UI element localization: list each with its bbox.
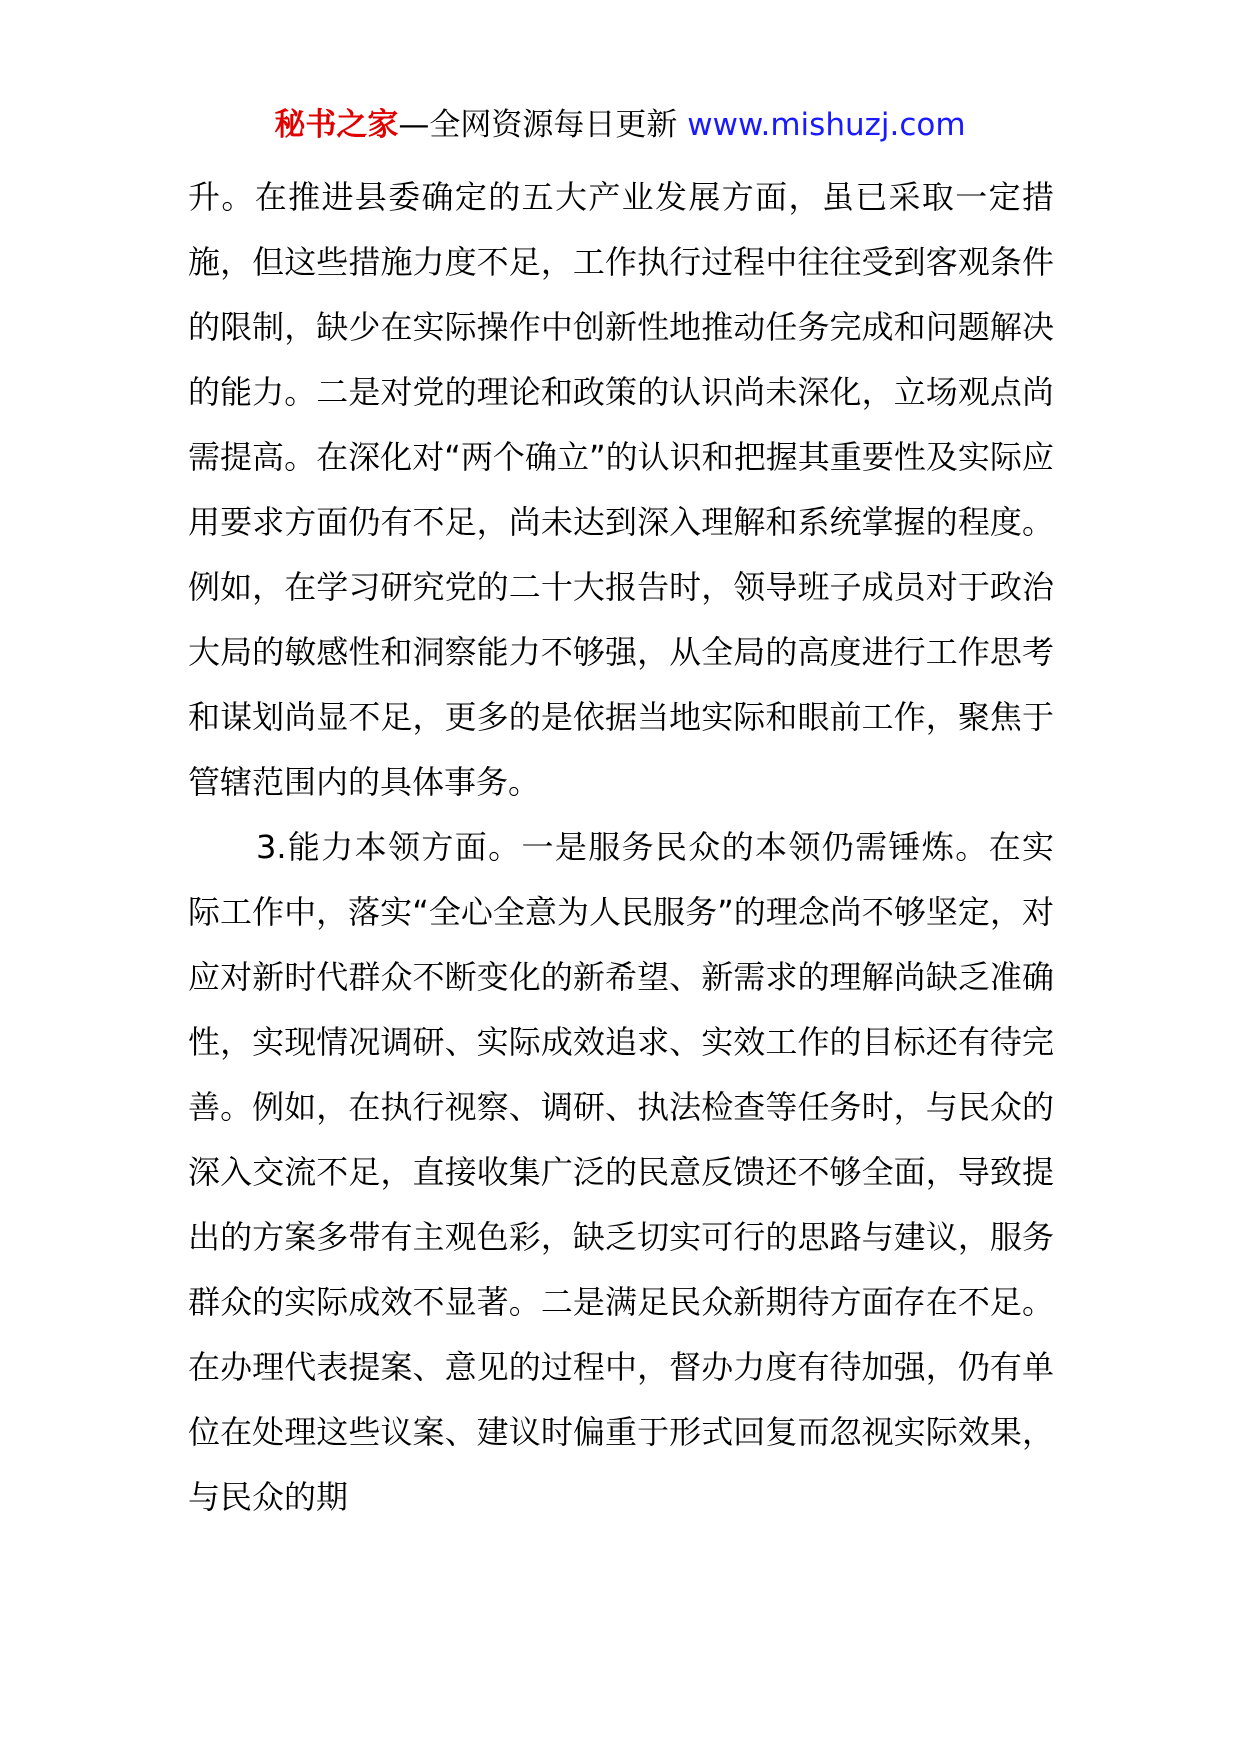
paragraph-ability: 3.能力本领方面。一是服务民众的本领仍需锤炼。在实际工作中，落实“全心全意为人民服务”的理念尚不够坚定，对应对新时代群众不断变化的新希望、新需求的理解尚缺乏准确性，实现情况调研、实际成效追求、实效工作的目标还有待完善。例如，在执行视察、调研、执法检查等任务时，与民众的深入交流不足，直接收集广泛的民意反馈还不够全面，导致提出的方案多带有主观色彩，缺乏切实可行的思路与建议，服务群众的实际成效不显著。二是满足民众新期待方面存在不足。在办理代表提案、意见的过程中，督办力度有待加强，仍有单位在处理这些议案、建议时偏重于形式回复而忽视实际效果，与民众的期 <box>188 828 1054 1516</box>
paragraph-continued: 升。在推进县委确定的五大产业发展方面，虽已采取一定措施，但这些措施力度不足，工作执行过程中往往受到客观条件的限制，缺少在实际操作中创新性地推动任务完成和问题解决的能力。二是对党的理论和政策的认识尚未深化，立场观点尚需提高。在深化对“两个确立”的认识和把握其重要性及实际应用要求方面仍有不足，尚未达到深入理解和系统掌握的程度。例如，在学习研究党的二十大报告时，领导班子成员对于政治大局的敏感性和洞察能力不够强，从全局的高度进行工作思考和谋划尚显不足，更多的是依据当地实际和眼前工作，聚焦于管辖范围内的具体事务。 <box>188 178 1054 801</box>
document-body <box>188 165 1054 1530</box>
page-header <box>0 100 1240 150</box>
site-url-link[interactable]: www.mishuzj.com <box>687 107 966 143</box>
site-brand: 秘书之家 <box>274 107 399 143</box>
site-tagline: —全网资源每日更新 <box>398 107 688 143</box>
